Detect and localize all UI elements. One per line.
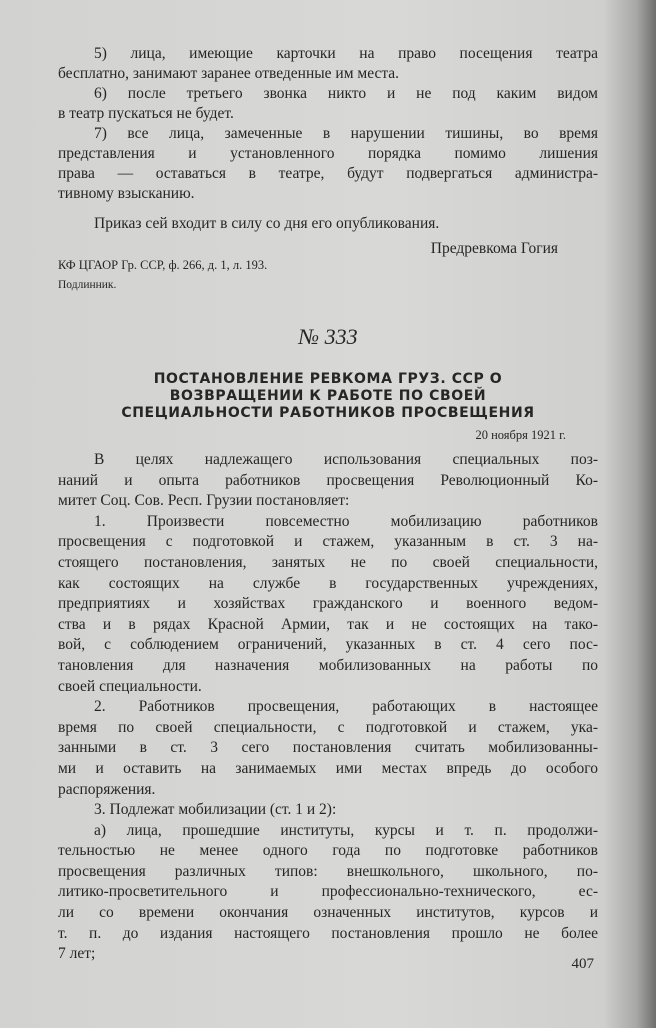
text-line: занными в ст. 3 сего постановления считать мобилизованны- [58,739,598,757]
text-line: литико-просветительного и профессионально-технического, ес- [58,883,598,901]
text-line: вой, с соблюдением ограничений, указанных в ст. 4 сего пос- [58,636,598,654]
text-line: своей специальности. [58,677,202,695]
signature: Предревкома Гогия [430,240,558,257]
paragraph [58,450,598,512]
text-line: просвещения с подготовкой и стажем, указанным в ст. 3 на- [58,533,598,551]
text-line: 6) после третьего звонка никто и не под каким видом [94,85,598,102]
text-line: стоящего постановления, занятых не по своей специальности, [58,553,598,571]
text-line: распоряжения. [58,780,156,798]
title-line: СПЕЦИАЛЬНОСТИ РАБОТНИКОВ ПРОСВЕЩЕНИЯ [121,405,535,421]
text-line: права — оставаться в театре, будут подвергаться администра- [58,165,598,182]
text-line: 2. Работников просвещения, работающих в настоящее [94,698,598,716]
paragraph [58,512,598,697]
text-line: Приказ сей входит в силу со дня его опубликования. [94,215,440,232]
top-section-text [58,44,598,234]
text-line: ми и оставить на занимаемых ими местах впредь до особого [58,759,598,777]
text-line: тановления для назначения мобилизованных на работы по [58,656,598,674]
paragraph [58,124,598,204]
document-number: № 333 [298,324,358,349]
text-line: просвещения различных типов: внешкольного, школьного, по- [58,862,598,880]
text-line: время по своей специальности, с подготовкой и стажем, ука- [58,718,598,736]
text-line: представления и установленного порядка помимо лишения [58,145,598,162]
title-line: ПОСТАНОВЛЕНИЕ РЕВКОМА ГРУЗ. ССР О [153,371,503,387]
text-line: 7 лет; [58,945,96,963]
paragraph [58,697,598,800]
paragraph [58,821,598,965]
text-line: тельностью не менее одного года по подготовке работников [58,842,598,860]
paragraph [58,800,598,821]
text-line: 7) все лица, замеченные в нарушении тишины, во время [94,125,598,142]
text-line: 1. Произвести повсеместно мобилизацию работников [94,512,598,530]
paragraph [58,214,598,234]
document-title [58,371,598,422]
page-number: 407 [571,956,594,972]
text-line: ства и в рядах Красной Армии, так и не состоящих на тако- [58,615,598,633]
text-line: тивному взысканию. [58,185,195,202]
paragraph [58,84,598,124]
text-line: ли со времени окончания означенных институтов, курсов и [58,904,598,922]
document-body [58,450,598,965]
text-line: как состоящих на службе в государственных учреждениях, [58,574,598,592]
text-line: наний и опыта работников просвещения Революционный Ко- [58,471,598,489]
text-line: предприятиях и хозяйствах гражданского и военного ведом- [58,595,598,613]
text-line: в театр пускаться не будет. [58,105,234,122]
text-line: бесплатно, занимают заранее отведенные им места. [58,65,400,82]
text-line: митет Соц. Сов. Респ. Грузии постановляет: [58,492,350,510]
text-line: В целях надлежащего использования специальных поз- [94,451,598,468]
text-line: 3. Подлежат мобилизации (ст. 1 и 2): [94,801,337,819]
original-note: Подлинник. [58,279,117,291]
text-line: а) лица, прошедшие институты, курсы и т. п. продолжи- [94,821,598,839]
title-line: ВОЗВРАЩЕНИИ К РАБОТЕ ПО СВОЕЙ [169,388,487,404]
paragraph [58,44,598,84]
text-line: 5) лица, имеющие карточки на право посещения театра [94,45,598,62]
document-date: 20 ноября 1921 г. [475,428,566,442]
text-line: т. п. до издания настоящего постановления прошло не более [58,924,598,942]
archive-source: КФ ЦГАОР Гр. ССР, ф. 266, д. 1, л. 193. [58,258,268,272]
